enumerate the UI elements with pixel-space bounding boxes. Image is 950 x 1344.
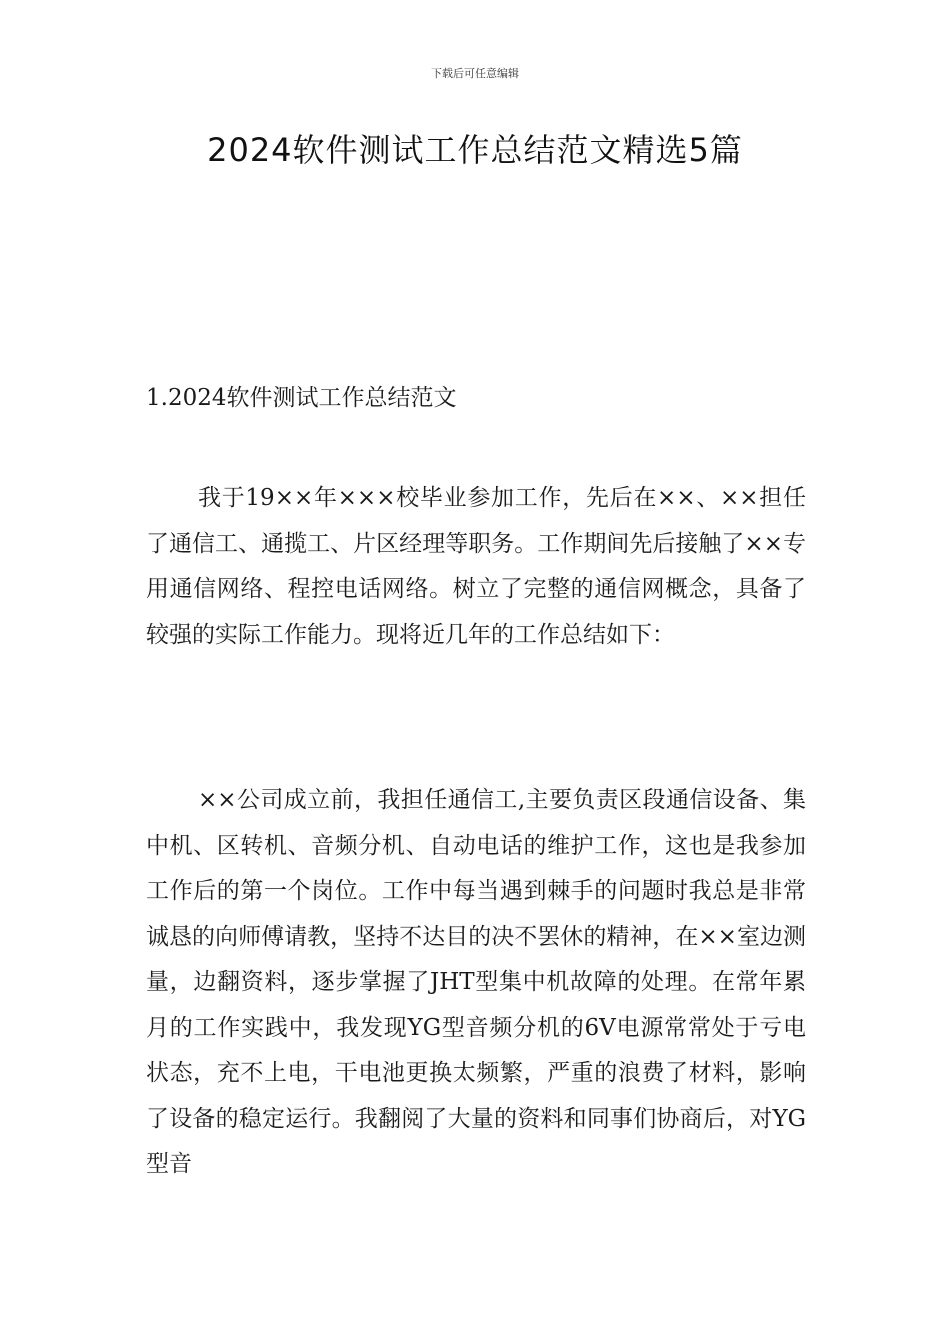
document-title: 2024软件测试工作总结范文精选5篇 [207, 131, 743, 169]
section-heading: 1.2024软件测试工作总结范文 [146, 385, 457, 411]
body-paragraph-1: 我于19××年×××校毕业参加工作，先后在××、××担任了通信工、通揽工、片区经理等职务。工作期间先后接触了××专用通信网络、程控电话网络。树立了完整的通信网概念，具备了较强的实际工作能力。现将近几年的工作总结如下： [146, 485, 806, 648]
body-paragraph-2: ××公司成立前，我担任通信工,主要负责区段通信设备、集中机、区转机、音频分机、自动电话的维护工作，这也是我参加工作后的第一个岗位。工作中每当遇到棘手的问题时我总是非常诚恳的向师傅请教，坚持不达目的决不罢休的精神，在××室边测量，边翻资料，逐步掌握了JHT型集中机故障的处理。在常年累月的工作实践中，我发现YG型音频分机的6V电源常常处于亏电状态，充不上电，干电池更换太频繁，严重的浪费了材料，影响了设备的稳定运行。我翻阅了大量的资料和同事们协商后，对YG型音 [146, 787, 806, 1177]
header-note: 下载后可任意编辑 [431, 67, 519, 80]
